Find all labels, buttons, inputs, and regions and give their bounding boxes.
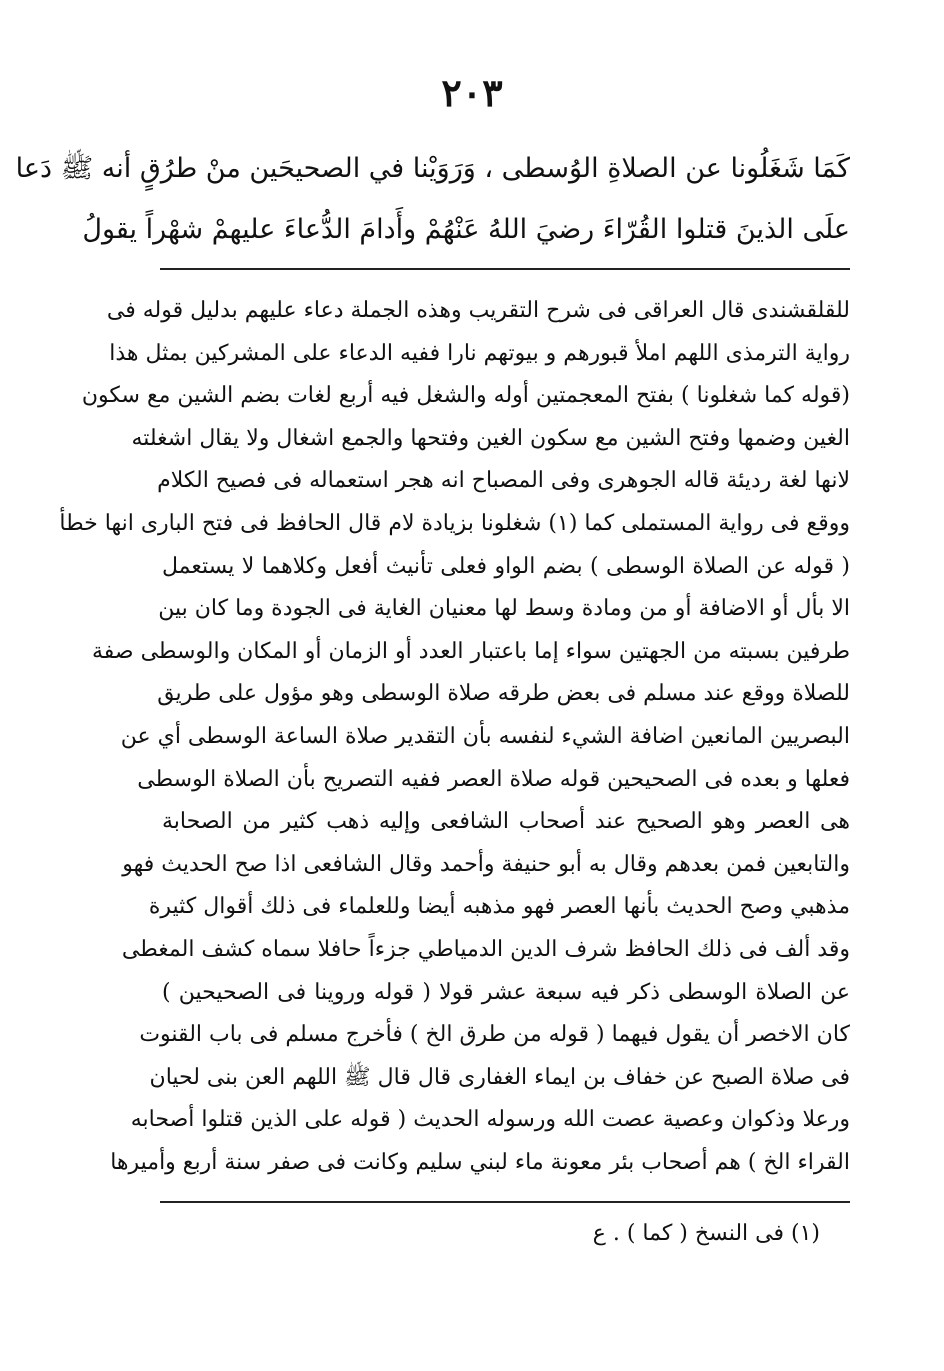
- commentary-line: هى العصر وهو الصحيح عند أصحاب الشافعى وإليه ذهب كثير من الصحابة: [162, 809, 850, 835]
- commentary-line: لانها لغة رديئة قاله الجوهرى وفى المصباح انه هجر استعماله فى فصيح الكلام: [157, 468, 850, 494]
- page-number: ٢٠٣: [441, 70, 503, 115]
- commentary-line: كان الاخصر أن يقول فيهما ( قوله من طرق الخ ) فأخرج مسلم فى باب القنوت: [139, 1022, 850, 1048]
- main-text: [15, 138, 850, 260]
- footnote: (١) فى النسخ ( كما ) . ع: [592, 1221, 820, 1246]
- commentary-line: وقد ألف فى ذلك الحافظ شرف الدين الدمياطي جزءاً حافلا سماه كشف المغطى: [121, 936, 850, 962]
- commentary: [59, 290, 850, 1184]
- top-divider: [160, 268, 850, 270]
- main-text-line: كَمَا شَغَلُونا عن الصلاةِ الوُسطى ، وَرَوَيْنا في الصحيحَين منْ طرُقٍ أنه ﷺ دَعا: [15, 153, 850, 184]
- commentary-line: الغين وضمها وفتح الشين مع سكون الغين وفتحها والجمع اشغال ولا يقال اشغلته: [131, 425, 850, 451]
- commentary-line: مذهبي وصح الحديث بأنها العصر فهو مذهبه أيضا وللعلماء فى ذلك أقوال كثيرة: [148, 894, 850, 920]
- commentary-line: ورعلا وذكوان وعصية عصت الله ورسوله الحديث ( قوله على الذين قتلوا أصحابه: [130, 1107, 850, 1133]
- commentary-line: رواية الترمذى اللهم املأ قبورهم و بيوتهم نارا ففيه الدعاء على المشركين بمثل هذا: [109, 340, 850, 366]
- main-text-line: علَى الذينَ قتلوا القُرّاءَ رضيَ اللهُ عَنْهُمْ وأَدامَ الدُّعاءَ عليهمْ شهْراً يقولُ: [82, 214, 850, 245]
- commentary-line: فعلها و بعده فى الصحيحين قوله صلاة العصر ففيه التصريح بأن الصلاة الوسطى: [137, 766, 850, 792]
- commentary-line: ووقع فى رواية المستملى كما (١) شغلونا بزيادة لام قال الحافظ فى فتح البارى انها خطأ: [59, 510, 850, 536]
- commentary-line: عن الصلاة الوسطى ذكر فيه سبعة عشر قولا ( قوله وروينا فى الصحيحين ): [162, 979, 850, 1005]
- commentary-line: للقلقشندى قال العراقى فى شرح التقريب وهذه الجملة دعاء عليهم بدليل قوله فى: [106, 298, 850, 323]
- commentary-line: القراء الخ ) هم أصحاب بئر معونة ماء لبني سليم وكانت فى صفر سنة أربع وأميرها: [110, 1149, 850, 1175]
- commentary-line: والتابعين فمن بعدهم وقال به أبو حنيفة وأحمد وقال الشافعى اذا صح الحديث فهو: [122, 851, 850, 877]
- commentary-line: فى صلاة الصبح عن خفاف بن ايماء الغفارى قال قال ﷺ اللهم العن بنى لحيان: [149, 1064, 850, 1090]
- commentary-line: الا بأل أو الاضافة أو من ومادة وسط لها معنيان الغاية فى الجودة وما كان بين: [158, 596, 850, 622]
- commentary-line: ( قوله عن الصلاة الوسطى ) بضم الواو فعلى تأنيث أفعل وكلاهما لا يستعمل: [162, 553, 850, 579]
- bottom-divider: [160, 1201, 850, 1203]
- commentary-line: (قوله كما شغلونا ) بفتح المعجمتين أوله والشغل فيه أربع لغات بضم الشين مع سكون: [81, 383, 850, 409]
- commentary-line: البصريين المانعين اضافة الشيء لنفسه بأن التقدير صلاة الساعة الوسطى أي عن: [120, 723, 850, 749]
- commentary-line: طرفين بسبته من الجهتين سواء إما باعتبار العدد أو الزمان أو المكان والوسطى صفة: [91, 638, 850, 664]
- commentary-line: للصلاة ووقع عند مسلم فى بعض طرقه صلاة الوسطى وهو مؤول على طريق: [157, 681, 850, 707]
